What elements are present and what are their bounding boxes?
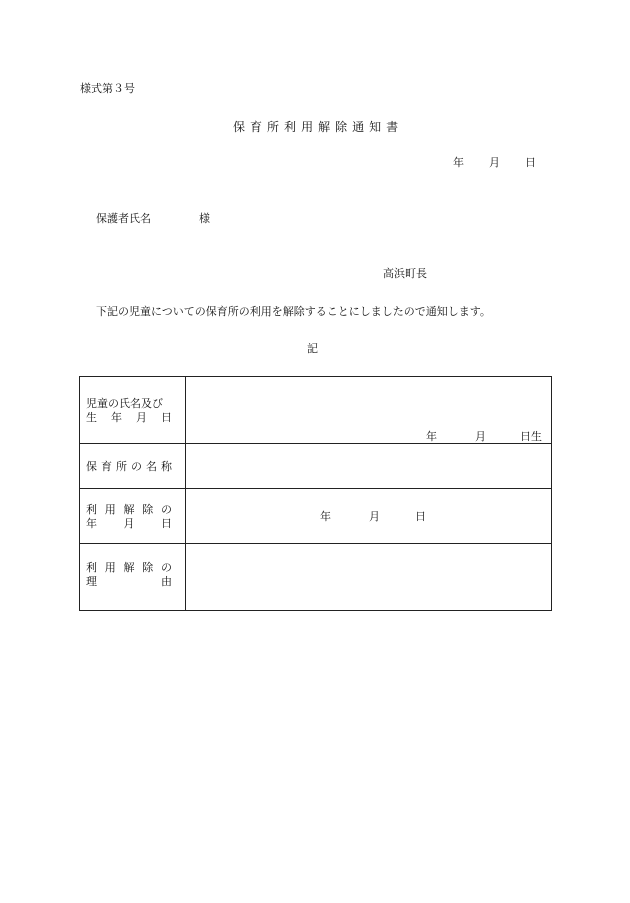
document-title: 保 育 所 利 用 解 除 通 知 書 [233, 120, 399, 134]
cell-nursery-name [186, 444, 552, 489]
cell-child-name-birthdate [186, 377, 552, 444]
table-row [80, 544, 552, 611]
date-year: 年 [453, 156, 464, 169]
guardian-line [96, 213, 210, 224]
guardian-label: 保護者氏名 [96, 212, 151, 225]
label-line: 生 年 月 日 [86, 411, 172, 424]
table-row [80, 489, 552, 544]
termination-month: 月 [369, 510, 380, 523]
label-line: 児童の氏名及び [86, 397, 163, 410]
cell-termination-reason [186, 544, 552, 611]
label-nursery-name [80, 444, 186, 489]
label-termination-reason [80, 544, 186, 611]
label-termination-date [80, 489, 186, 544]
birth-day: 日生 [520, 430, 542, 443]
label-line: 理 由 [86, 575, 172, 588]
cell-termination-date [186, 489, 552, 544]
birth-month: 月 [475, 430, 486, 443]
details-table [79, 376, 552, 611]
table-row [80, 377, 552, 444]
termination-day: 日 [415, 510, 426, 523]
issuer-name: 高浜町長 [383, 267, 427, 280]
body-text: 下記の児童についての保育所の利用を解除することにしましたので通知します。 [96, 305, 491, 318]
label-line: 年 月 日 [86, 517, 172, 530]
date-line [453, 157, 536, 168]
table-row [80, 444, 552, 489]
label-line: 利 用 解 除 の [86, 503, 172, 516]
termination-year: 年 [320, 510, 331, 523]
label-child-name-birthdate [80, 377, 186, 444]
date-month: 月 [489, 156, 500, 169]
label-line: 保 育 所 の 名 称 [86, 460, 172, 473]
date-day: 日 [525, 156, 536, 169]
birth-year: 年 [426, 430, 437, 443]
form-number: 様式第３号 [80, 82, 135, 95]
ki-heading: 記 [307, 342, 318, 355]
guardian-honorific: 様 [199, 212, 210, 225]
label-line: 利 用 解 除 の [86, 561, 172, 574]
